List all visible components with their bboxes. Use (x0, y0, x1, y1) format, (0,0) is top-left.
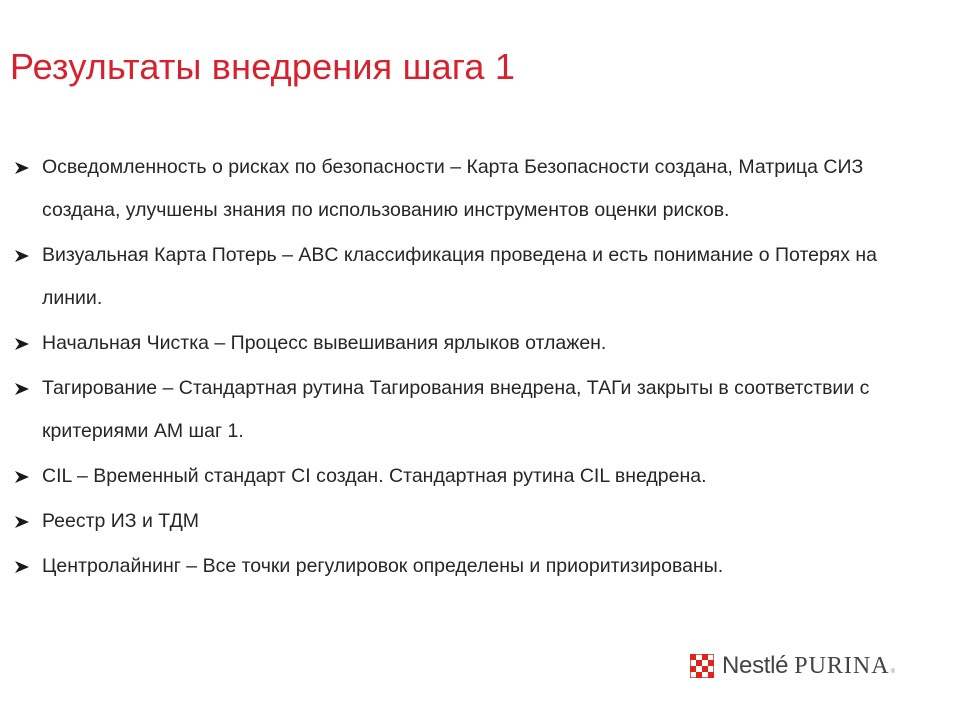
bullet-text: Тагирование – Стандартная рутина Тагирования внедрена, ТАГи закрыты в соответствии с критериями АМ шаг 1. (42, 377, 870, 442)
logo-subbrand-text: PURINA (794, 652, 890, 679)
logo-trademark: ® (890, 669, 895, 675)
bullet-text: Начальная Чистка – Процесс вывешивания ярлыков отлажен. (42, 332, 607, 354)
bullet-text: Осведомленность о рисках по безопасности – Карта Безопасности создана, Матрица СИЗ создана, улучшены знания по использованию инструментов оценки рисков. (42, 156, 864, 221)
arrow-bullet-icon (14, 514, 30, 530)
list-item (14, 545, 894, 588)
bullet-text: Центролайнинг – Все точки регулировок определены и приоритизированы. (42, 555, 724, 577)
purina-checkerboard-icon (690, 654, 714, 678)
arrow-bullet-icon (14, 559, 30, 575)
arrow-bullet-icon (14, 469, 30, 485)
list-item (14, 455, 894, 498)
list-item (14, 322, 894, 365)
arrow-bullet-icon (14, 160, 30, 176)
bullet-list (14, 146, 894, 590)
list-item (14, 234, 894, 320)
list-item (14, 367, 894, 453)
list-item (14, 500, 894, 543)
arrow-bullet-icon (14, 381, 30, 397)
bullet-text: Реестр ИЗ и ТДМ (42, 510, 200, 532)
arrow-bullet-icon (14, 336, 30, 352)
bullet-text: CIL – Временный стандарт CI создан. Стандартная рутина CIL внедрена. (42, 465, 707, 487)
logo-brand-text: Nestlé (722, 652, 789, 679)
arrow-bullet-icon (14, 248, 30, 264)
nestle-purina-logo (690, 651, 895, 681)
slide-title: Результаты внедрения шага 1 (10, 46, 516, 87)
bullet-text: Визуальная Карта Потерь – ABC классификация проведена и есть понимание о Потерях на линии. (42, 244, 877, 309)
list-item (14, 146, 894, 232)
